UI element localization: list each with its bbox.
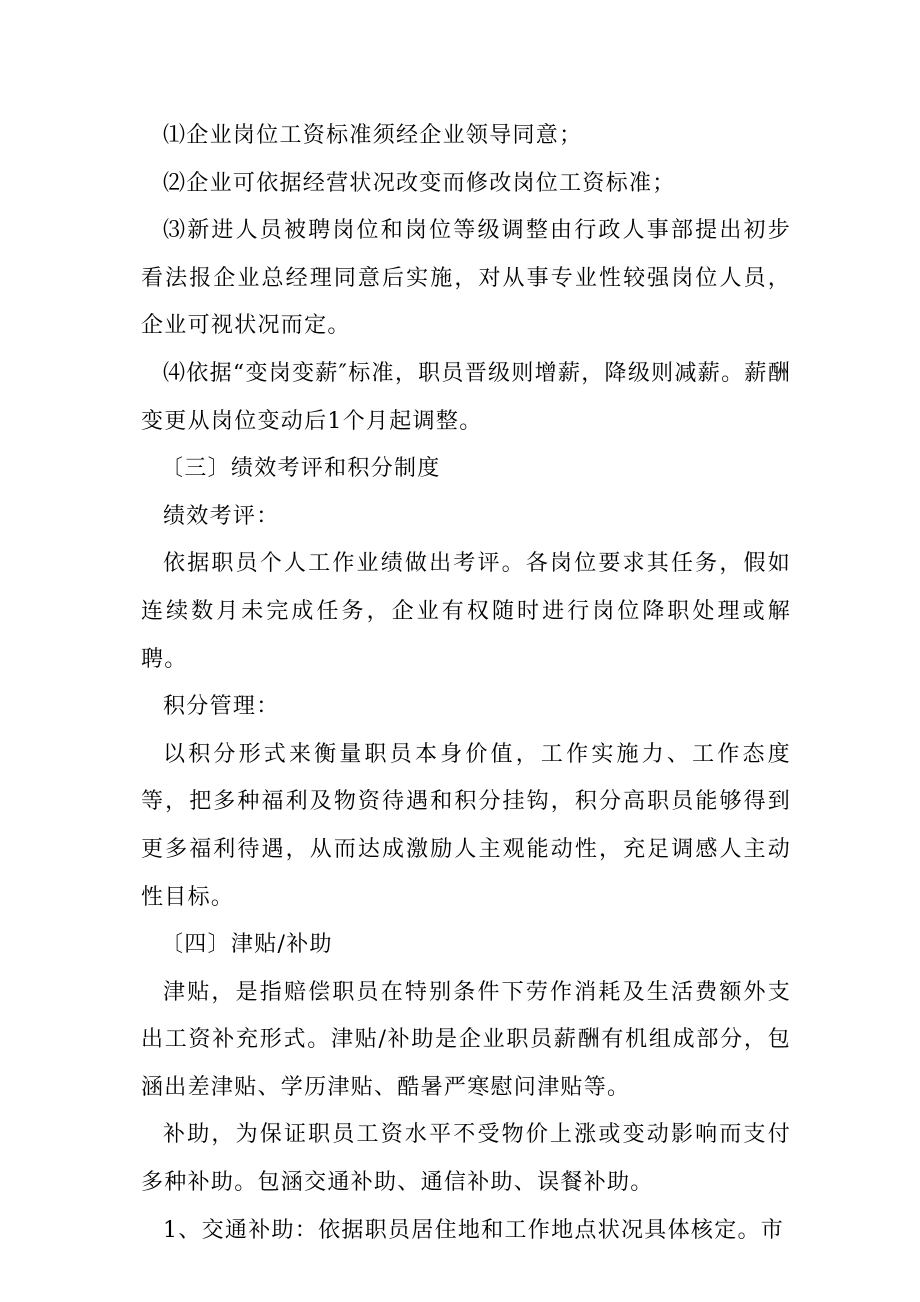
document-body — [141, 112, 791, 1254]
section-heading-3: 〔三〕绩效考评和积分制度 — [161, 456, 441, 482]
paragraph-item-4: ⑷依据“变岗变薪″标准，职员晋级则增薪，降级则减薪。薪酬变更从岗位变动后1个月起调整。 — [141, 360, 791, 434]
paragraph-allowance: 津贴，是指赔偿职员在特别条件下劳作消耗及生活费额外支出工资补充形式。津贴/补助是企业职员薪酬有机组成部分，包涵出差津贴、学历津贴、酷暑严寒慰问津贴等。 — [141, 979, 791, 1100]
paragraph-item-3: ⑶新进人员被聘岗位和岗位等级调整由行政人事部提出初步看法报企业总经理同意后实施，对从事专业性较强岗位人员，企业可视状况而定。 — [141, 218, 791, 339]
paragraph-points: 以积分形式来衡量职员本身价值，工作实施力、工作态度等，把多种福利及物资待遇和积分挂钩，积分高职员能够得到更多福利待遇，从而达成激励人主观能动性，充足调感人主动性目标。 — [141, 741, 791, 910]
subheading-performance: 绩效考评： — [163, 503, 280, 529]
paragraph-transport-subsidy: 1、交通补助：依据职员居住地和工作地点状况具体核定。市 — [163, 1217, 785, 1243]
subheading-points: 积分管理： — [163, 694, 280, 720]
paragraph-performance: 依据职员个人工作业绩做出考评。各岗位要求其任务，假如连续数月未完成任务，企业有权随时进行岗位降职处理或解聘。 — [141, 551, 791, 672]
paragraph-item-2: ⑵企业可依据经营状况改变而修改岗位工资标准； — [163, 170, 676, 196]
paragraph-item-1: ⑴企业岗位工资标准须经企业领导同意； — [163, 123, 583, 148]
section-heading-4: 〔四〕津贴/补助 — [161, 932, 333, 958]
paragraph-subsidy: 补助，为保证职员工资水平不受物价上涨或变动影响而支付多种补助。包涵交通补助、通信补助、误餐补助。 — [141, 1122, 791, 1196]
